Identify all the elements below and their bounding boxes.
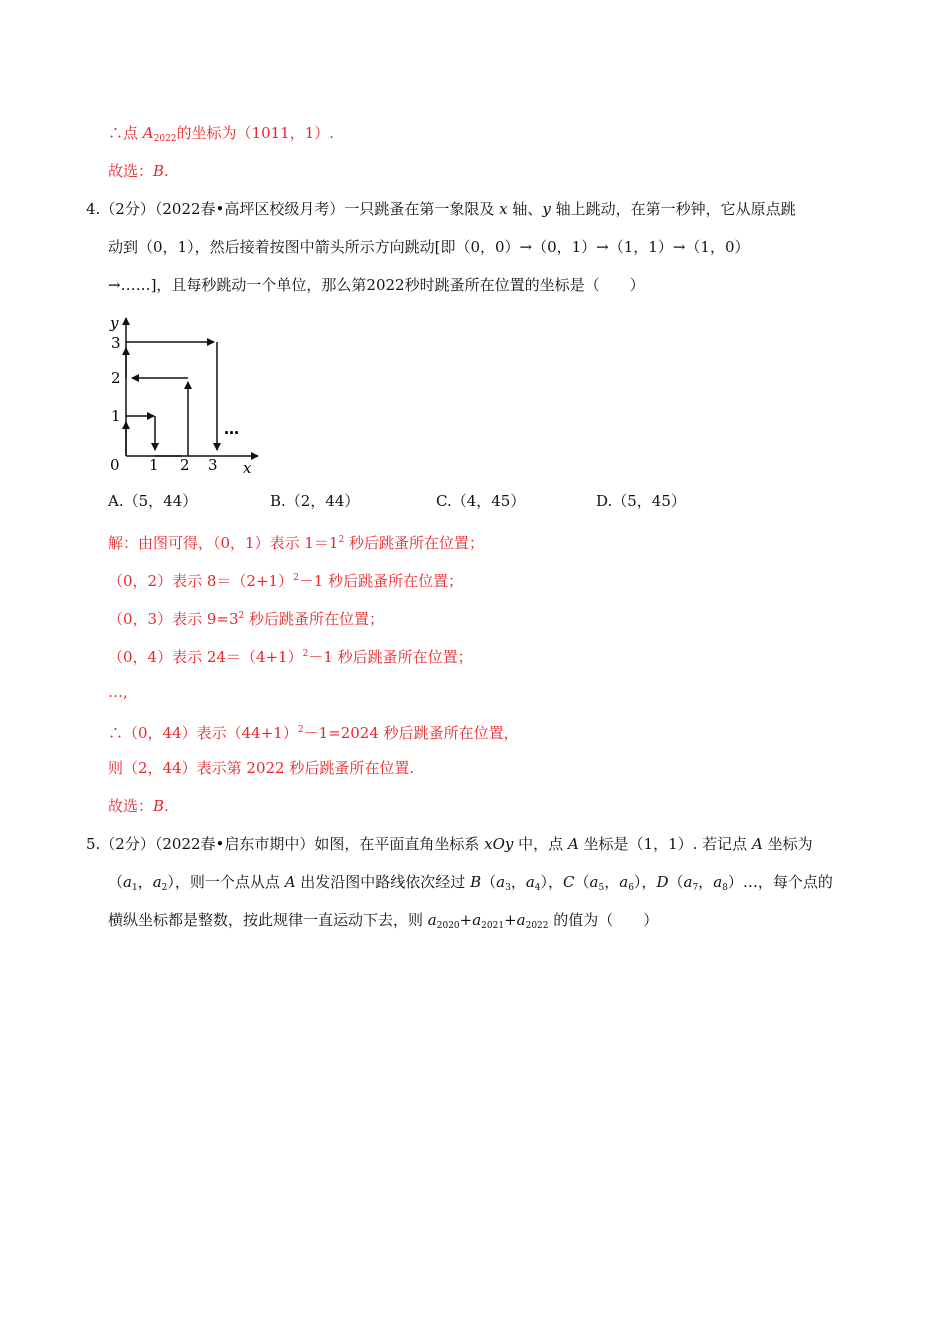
q4-line-3: →……]，且每秒跳动一个单位，那么第2022秒时跳蚤所在位置的坐标是（ ） <box>108 276 645 294</box>
x-tick-1: 1 <box>149 456 159 474</box>
flea-path <box>126 342 217 456</box>
y-tick-3: 3 <box>111 334 121 352</box>
x-axis-label: x <box>243 459 252 477</box>
option-c: C.（4，45） <box>436 492 526 510</box>
q5-line-3: 横纵坐标都是整数，按此规律一直运动下去，则 $a_{2020}+a_{2021}+a_{2022}$ 的值为（ ） <box>108 911 659 931</box>
prev-conclusion: ∴点 $A_{2022}$的坐标为（1011，1）. <box>108 124 335 144</box>
figure-ellipsis: … <box>224 420 239 438</box>
y-tick-2: 2 <box>111 369 121 387</box>
y-tick-1: 1 <box>111 407 121 425</box>
solution-line-7: 则（2，44）表示第 2022 秒后跳蚤所在位置. <box>108 759 415 777</box>
solution-line-4: （0，4）表示 $24=(4+1)^2-1$ 秒后跳蚤所在位置； <box>108 648 473 666</box>
q5-line-1: 5.（2分）（2022春•启东市期中）如图，在平面直角坐标系 xOy 中，点 A 坐标是（1，1）. 若记点 A 坐标为 <box>86 835 813 853</box>
y-axis-label: y <box>110 314 119 332</box>
solution-line-6: ∴（0，44）表示$(44+1)^2-1=2024$ 秒后跳蚤所在位置， <box>108 724 519 742</box>
option-a: A.（5，44） <box>108 492 198 510</box>
solution-answer: 故选：B. <box>108 797 169 815</box>
solution-line-1: 解：由图可得，（0，1）表示 $1=1^2$ 秒后跳蚤所在位置； <box>108 534 484 552</box>
origin-label: 0 <box>110 456 120 474</box>
solution-line-3: （0，3）表示 $9=3^2$ 秒后跳蚤所在位置； <box>108 610 385 628</box>
solution-line-5: …, <box>108 683 128 701</box>
flea-path-figure <box>96 310 266 480</box>
q4-line-2: 动到（0，1），然后接着按图中箭头所示方向跳动[即（0，0）→（0，1）→（1，1）→（1，0） <box>108 238 750 256</box>
option-b: B.（2，44） <box>270 492 360 510</box>
prev-answer: 故选：B. <box>108 162 169 180</box>
q5-line-2: （$a_1$，$a_2$），则一个点从点 A 出发沿图中路线依次经过 $B(a_3$，$a_4$），$C(a_5$，$a_6$），$D(a_7$，$a_8)\dots$，每个点的 <box>108 873 833 893</box>
option-d: D.（5，45） <box>596 492 686 510</box>
x-tick-3: 3 <box>208 456 218 474</box>
q4-line-1: 4.（2分）（2022春•高坪区校级月考）一只跳蚤在第一象限及 x 轴、y 轴上跳动，在第一秒钟，它从原点跳 <box>86 200 796 218</box>
x-tick-2: 2 <box>180 456 190 474</box>
solution-line-2: （0，2）表示 $8=(2+1)^2-1$ 秒后跳蚤所在位置； <box>108 572 464 590</box>
